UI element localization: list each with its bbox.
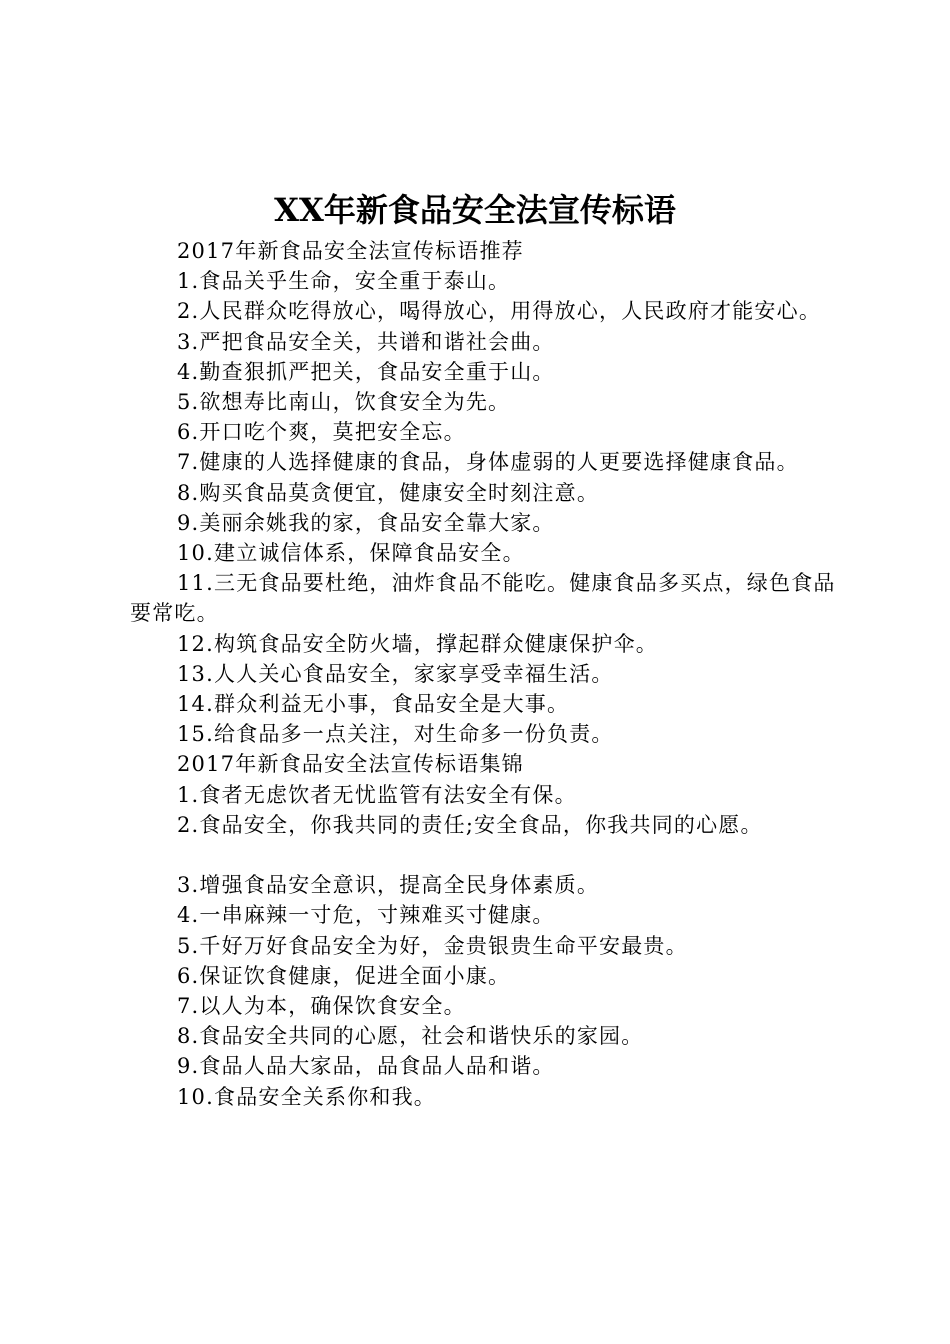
slogan-item: 5.欲想寿比南山，饮食安全为先。 [177, 390, 511, 415]
slogan-item: 1.食品关乎生命，安全重于泰山。 [177, 269, 511, 294]
slogan-item: 6.开口吃个爽，莫把安全忘。 [177, 420, 466, 445]
slogan-item: 7.健康的人选择健康的食品，身体虚弱的人更要选择健康食品。 [177, 450, 799, 475]
slogan-item: 1.食者无虑饮者无忧监管有法安全有保。 [177, 782, 577, 807]
slogan-item: 3.严把食品安全关，共谱和谐社会曲。 [177, 329, 555, 354]
slogan-item: 10.食品安全关系你和我。 [177, 1084, 436, 1109]
slogan-item: 6.保证饮食健康，促进全面小康。 [177, 963, 511, 988]
slogan-item: 12.构筑食品安全防火墙，撑起群众健康保护伞。 [177, 631, 658, 656]
section-heading-collection: 2017年新食品安全法宣传标语集锦 [177, 752, 524, 777]
slogan-item: 4.勤查狠抓严把关，食品安全重于山。 [177, 359, 555, 384]
slogan-item: 4.一串麻辣一寸危，寸辣难买寸健康。 [177, 903, 555, 928]
slogan-item: 11.三无食品要杜绝，油炸食品不能吃。健康食品多买点，绿色食品要常吃。 [130, 571, 836, 626]
blank-line [130, 840, 852, 870]
slogan-item: 8.购买食品莫贪便宜，健康安全时刻注意。 [177, 480, 600, 505]
slogan-item: 2.人民群众吃得放心，喝得放心，用得放心，人民政府才能安心。 [177, 299, 822, 324]
slogan-list-collection-part1 [130, 780, 852, 840]
slogan-list-collection-part2 [130, 870, 852, 1112]
slogan-item: 9.美丽余姚我的家，食品安全靠大家。 [177, 510, 555, 535]
slogan-item: 10.建立诚信体系，保障食品安全。 [177, 541, 525, 566]
slogan-item: 5.千好万好食品安全为好，金贵银贵生命平安最贵。 [177, 933, 688, 958]
slogan-item: 2.食品安全，你我共同的责任;安全食品，你我共同的心愿。 [177, 812, 763, 837]
section-heading-recommend: 2017年新食品安全法宣传标语推荐 [177, 239, 524, 263]
slogan-list-recommend [130, 266, 852, 749]
slogan-item: 9.食品人品大家品，品食品人品和谐。 [177, 1054, 555, 1079]
slogan-item: 8.食品安全共同的心愿，社会和谐快乐的家园。 [177, 1024, 644, 1049]
slogan-item: 7.以人为本，确保饮食安全。 [177, 994, 466, 1019]
slogan-item: 13.人人关心食品安全，家家享受幸福生活。 [177, 661, 614, 686]
document-body [130, 236, 852, 1112]
slogan-item: 14.群众利益无小事，食品安全是大事。 [177, 692, 570, 717]
document-title: XX年新食品安全法宣传标语 [274, 191, 676, 229]
slogan-item: 3.增强食品安全意识，提高全民身体素质。 [177, 873, 600, 898]
slogan-item: 15.给食品多一点关注，对生命多一份负责。 [177, 722, 614, 747]
